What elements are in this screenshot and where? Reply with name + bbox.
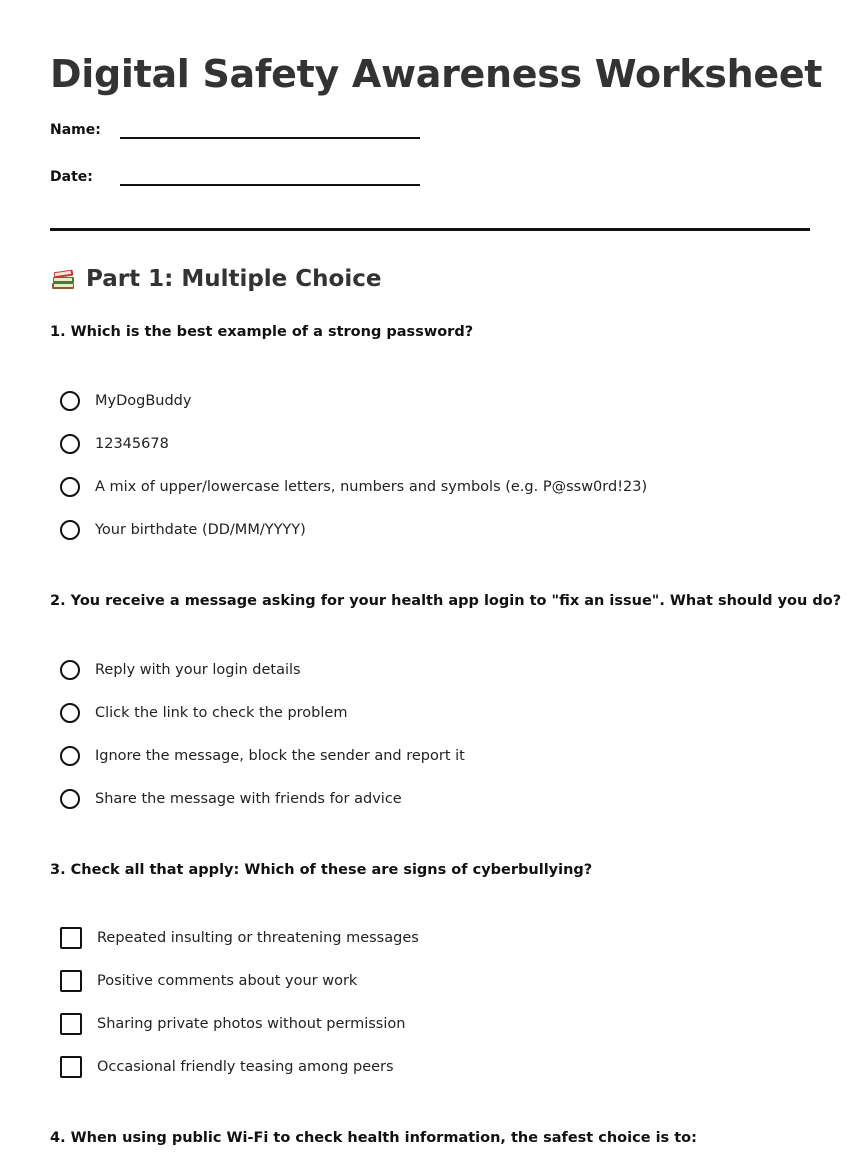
- name-field-row: [50, 122, 470, 152]
- q2-option-3[interactable]: [60, 744, 465, 768]
- option-label: Share the message with friends for advice: [95, 791, 402, 807]
- option-label: Reply with your login details: [95, 662, 301, 678]
- worksheet-title: Digital Safety Awareness Worksheet: [50, 52, 823, 96]
- radio-button[interactable]: [60, 520, 80, 540]
- radio-button[interactable]: [60, 789, 80, 809]
- q3-option-3[interactable]: [60, 1012, 405, 1036]
- radio-button[interactable]: [60, 434, 80, 454]
- q2-option-2[interactable]: [60, 701, 347, 725]
- date-field-row: [50, 169, 470, 199]
- name-field[interactable]: [120, 137, 420, 139]
- radio-button[interactable]: [60, 477, 80, 497]
- q3-option-2[interactable]: [60, 969, 357, 993]
- q1-option-1[interactable]: [60, 389, 191, 413]
- date-field[interactable]: [120, 184, 420, 186]
- option-label: Occasional friendly teasing among peers: [97, 1059, 394, 1075]
- option-label: A mix of upper/lowercase letters, numbers and symbols (e.g. P@ssw0rd!23): [95, 479, 648, 495]
- part1-heading-text: Part 1: Multiple Choice: [86, 266, 382, 292]
- question-2: 2. You receive a message asking for your health app login to "fix an issue". What should you do?: [50, 593, 842, 609]
- option-label: MyDogBuddy: [95, 393, 192, 409]
- q3-option-4[interactable]: [60, 1055, 394, 1079]
- name-label: Name:: [50, 122, 101, 138]
- option-label: Positive comments about your work: [97, 973, 358, 989]
- radio-button[interactable]: [60, 746, 80, 766]
- part1-heading: [50, 266, 381, 292]
- checkbox[interactable]: [60, 970, 82, 992]
- question-1: 1. Which is the best example of a strong password?: [50, 324, 474, 340]
- q1-option-2[interactable]: [60, 432, 169, 456]
- option-label: 12345678: [95, 436, 169, 452]
- date-label: Date:: [50, 169, 93, 185]
- q2-option-1[interactable]: [60, 658, 301, 682]
- option-label: Repeated insulting or threatening messages: [97, 930, 419, 946]
- option-label: Ignore the message, block the sender and report it: [95, 748, 465, 764]
- radio-button[interactable]: [60, 703, 80, 723]
- option-label: Sharing private photos without permission: [97, 1016, 406, 1032]
- q3-option-1[interactable]: [60, 926, 419, 950]
- radio-button[interactable]: [60, 660, 80, 680]
- option-label: Click the link to check the problem: [95, 705, 348, 721]
- checkbox[interactable]: [60, 1056, 82, 1078]
- option-label: Your birthdate (DD/MM/YYYY): [95, 522, 306, 538]
- q2-option-4[interactable]: [60, 787, 402, 811]
- books-icon: [50, 266, 76, 292]
- question-4: 4. When using public Wi-Fi to check health information, the safest choice is to:: [50, 1130, 697, 1146]
- question-3: 3. Check all that apply: Which of these are signs of cyberbullying?: [50, 862, 593, 878]
- checkbox[interactable]: [60, 927, 82, 949]
- radio-button[interactable]: [60, 391, 80, 411]
- q1-option-4[interactable]: [60, 518, 306, 542]
- header-divider: [50, 228, 810, 231]
- q1-option-3[interactable]: [60, 475, 647, 499]
- checkbox[interactable]: [60, 1013, 82, 1035]
